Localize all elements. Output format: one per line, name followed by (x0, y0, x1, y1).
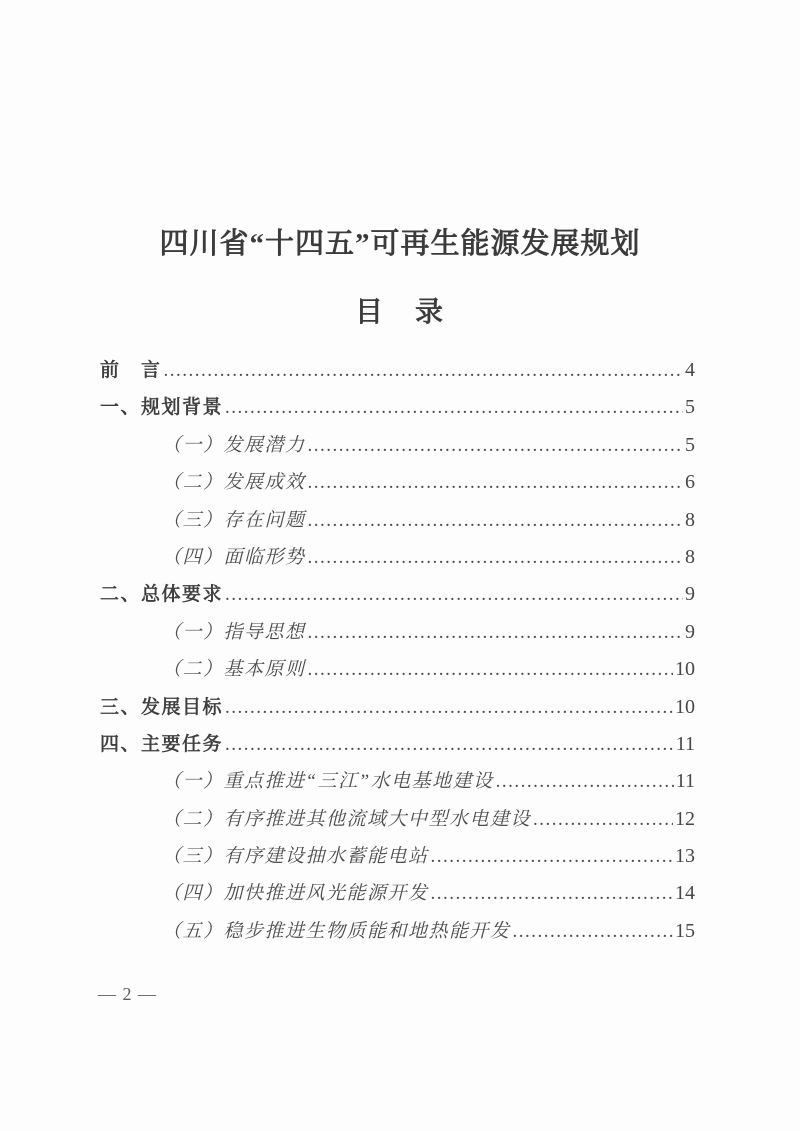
toc-entry-page: 15 (675, 919, 695, 942)
toc-entry-label: 一、规划背景 (100, 397, 224, 419)
toc-entry-page: 11 (675, 732, 695, 755)
toc-entry (100, 576, 695, 613)
toc-dot-leader (431, 838, 673, 875)
toc-entry-label: （二）有序推进其他流域大中型水电建设 (162, 808, 532, 830)
toc-entry-label: （四）加快推进风光能源开发 (162, 883, 429, 905)
toc-entry (100, 502, 695, 539)
toc-dot-leader (513, 913, 673, 950)
toc-entry (100, 389, 695, 426)
toc-entry-page: 5 (685, 396, 695, 419)
page-number-footer: — 2 — (98, 984, 157, 1004)
toc-entry-label: （五）稳步推进生物质能和地热能开发 (162, 920, 511, 942)
toc-dot-leader (225, 726, 674, 763)
toc-dot-leader (225, 689, 673, 726)
toc-entry-page: 8 (685, 545, 695, 568)
toc-entry (100, 913, 695, 950)
toc-entry-label: （一）重点推进“三江”水电基地建设 (162, 771, 494, 793)
toc-entry-label: 二、总体要求 (100, 584, 224, 606)
toc-entry (100, 427, 695, 464)
toc-entry-label: （二）发展成效 (162, 472, 306, 494)
toc-entry-page: 14 (675, 882, 695, 905)
toc-entry (100, 726, 695, 763)
toc-entry-page: 10 (675, 658, 695, 681)
toc-entry (100, 651, 695, 688)
toc-entry-page: 8 (685, 508, 695, 531)
toc-list (100, 352, 695, 950)
toc-entry-page: 5 (685, 433, 695, 456)
toc-entry-page: 4 (685, 359, 695, 381)
toc-dot-leader (225, 389, 683, 426)
toc-entry-label: 前 言 (100, 360, 162, 381)
toc-dot-leader (308, 464, 683, 501)
toc-dot-leader (308, 502, 683, 539)
toc-heading: 目 录 (354, 297, 445, 328)
toc-entry-page: 9 (685, 583, 695, 606)
toc-dot-leader (431, 875, 673, 912)
toc-entry-page: 9 (685, 620, 695, 643)
toc-dot-leader (308, 427, 683, 464)
toc-entry-label: （三）有序建设抽水蓄能电站 (162, 846, 429, 868)
toc-entry-label: （一）指导思想 (162, 621, 306, 643)
toc-dot-leader (308, 614, 683, 651)
toc-entry (100, 838, 695, 875)
toc-entry (100, 464, 695, 501)
toc-entry-label: （三）存在问题 (162, 509, 306, 531)
toc-entry-label: （二）基本原则 (162, 659, 306, 681)
toc-entry-label: 四、主要任务 (100, 733, 224, 755)
toc-entry (100, 689, 695, 726)
document-title: 四川省“十四五”可再生能源发展规划 (159, 228, 641, 260)
toc-entry-page: 12 (675, 807, 695, 830)
toc-entry-page: 10 (675, 695, 695, 718)
toc-dot-leader (308, 539, 683, 576)
toc-entry (100, 352, 695, 389)
toc-dot-leader (225, 576, 683, 613)
toc-entry (100, 614, 695, 651)
toc-dot-leader (308, 651, 673, 688)
toc-entry-label: （一）发展潜力 (162, 434, 306, 456)
toc-entry-page: 11 (675, 770, 695, 793)
toc-dot-leader (533, 801, 673, 838)
toc-entry-label: 三、发展目标 (100, 696, 224, 718)
toc-dot-leader (496, 763, 674, 800)
toc-dot-leader (164, 352, 683, 389)
toc-entry (100, 875, 695, 912)
toc-entry (100, 539, 695, 576)
toc-entry-page: 6 (685, 471, 695, 494)
toc-entry (100, 763, 695, 800)
toc-entry-label: （四）面临形势 (162, 546, 306, 568)
toc-entry (100, 801, 695, 838)
toc-entry-page: 13 (675, 845, 695, 868)
